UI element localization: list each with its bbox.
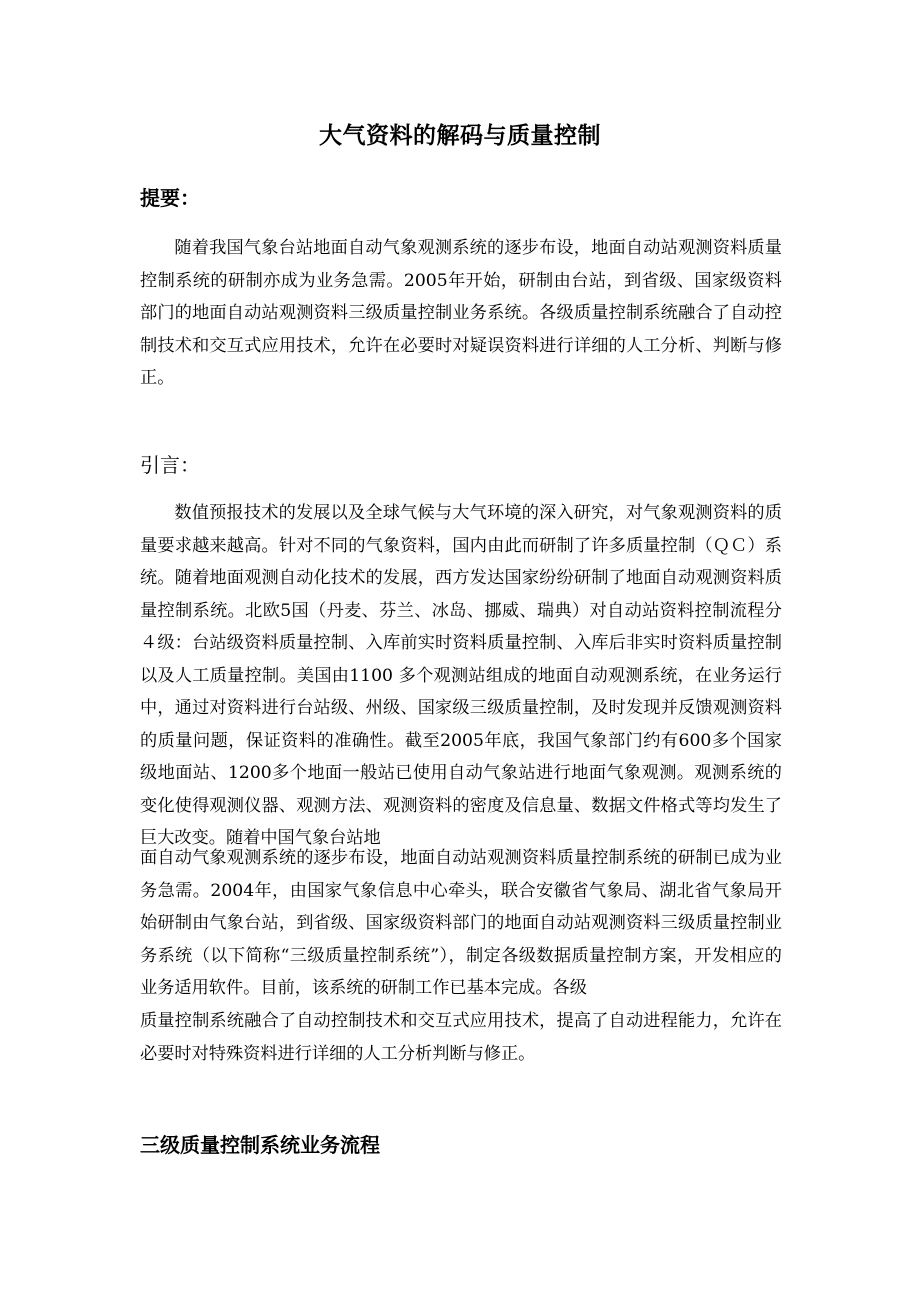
section-heading: 三级质量控制系统业务流程 — [140, 1133, 380, 1157]
document-title: 大气资料的解码与质量控制 — [319, 123, 601, 149]
intro-paragraph-3: 质量控制系统融合了自动控制技术和交互式应用技术，提高了自动进程能力，允许在必要时对特殊资料进行详细的人工分析判断与修正。 — [140, 1011, 782, 1064]
intro-heading: 引言： — [140, 453, 200, 477]
abstract-paragraph: 随着我国气象台站地面自动气象观测系统的逐步布设，地面自动站观测资料质量控制系统的研制亦成为业务急需。2005年开始，研制由台站，到省级、国家级资料部门的地面自动站观测资料三级质量控制业务系统。各级质量控制系统融合了自动控制技术和交互式应用技术，允许在必要时对疑误资料进行详细的人工分析、判断与修正。 — [140, 238, 782, 388]
intro-paragraph-1: 数值预报技术的发展以及全球气候与大气环境的深入研究，对气象观测资料的质量要求越来越高。针对不同的气象资料，国内由此而研制了许多质量控制（ＱＣ）系统。随着地面观测自动化技术的发展，西方发达国家纷纷研制了地面自动观测资料质量控制系统。北欧5国（丹麦、芬兰、冰岛、挪威、瑞典）对自动站资料控制流程分４级：台站级资料质量控制、入库前实时资料质量控制、入库后非实时资料质量控制以及人工质量控制。美国由1100 多个观测站组成的地面自动观测系统，在业务运行中，通过对资料进行台站级、州级、国家级三级质量控制，及时发现并反馈观测资料的质量问题，保证资料的准确性。截至2005年底，我国气象部门约有600多个国家级地面站、1200多个地面一般站已使用自动气象站进行地面气象观测。观测系统的变化使得观测仪器、观测方法、观测资料的密度及信息量、数据文件格式等均发生了巨大改变。随着中国气象台站地 — [140, 503, 782, 848]
abstract-heading: 提要： — [140, 186, 200, 210]
intro-paragraph-2: 面自动气象观测系统的逐步布设，地面自动站观测资料质量控制系统的研制已成为业务急需。2004年，由国家气象信息中心牵头，联合安徽省气象局、湖北省气象局开始研制由气象台站，到省级、国家级资料部门的地面自动站观测资料三级质量控制业务系统（以下简称“三级质量控制系统”），制定各级数据质量控制方案，开发相应的业务适用软件。目前，该系统的研制工作已基本完成。各级 — [140, 848, 782, 998]
